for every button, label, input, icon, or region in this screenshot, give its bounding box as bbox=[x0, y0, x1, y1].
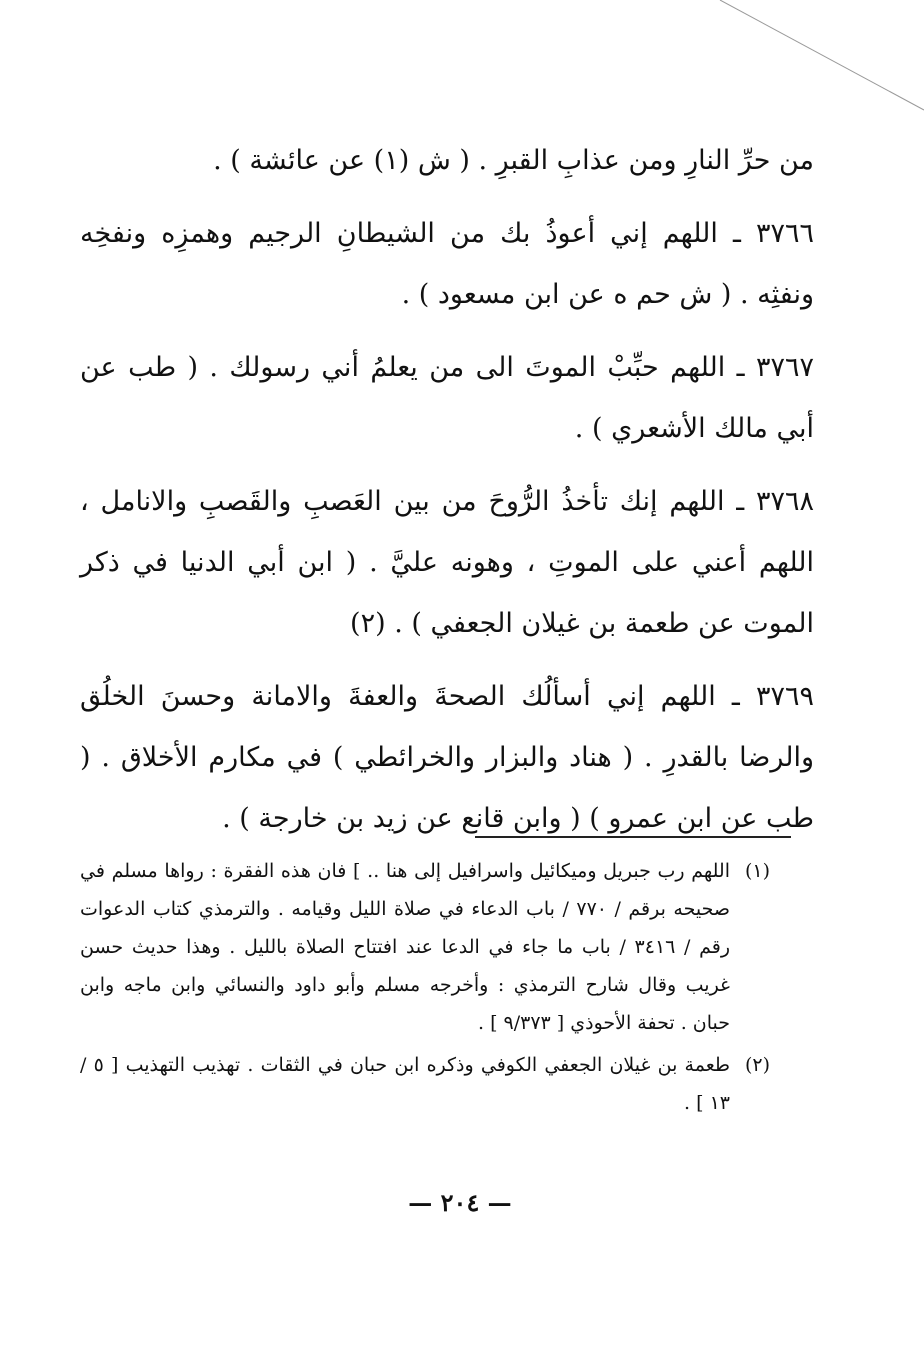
footnote-number: (١) bbox=[744, 860, 770, 882]
footnotes bbox=[80, 852, 770, 1126]
hadith-3769: ٣٧٦٩ ـ اللهم إني أسألُك الصحةَ والعفةَ والامانة وحسنَ الخلُق والرضا بالقدرِ . ( هناد والبزار والخرائطي ) في مكارم الأخلاق . ( طب عن ابن عمرو ) ( وابن قانع عن زيد بن خارجة ) . bbox=[80, 681, 814, 834]
hadith-3767: ٣٧٦٧ ـ اللهم حبِّبْ الموتَ الى من يعلمُ أني رسولك . ( طب عن أبي مالك الأشعري ) . bbox=[80, 352, 814, 444]
footnote-text: طعمة بن غيلان الجعفي الكوفي وذكره ابن حبان في الثقات . تهذيب التهذيب [ ٥ / ١٣ ] . bbox=[80, 1054, 730, 1114]
hadith-3766: ٣٧٦٦ ـ اللهم إني أعوذُ بك من الشيطانِ الرجيم وهمزِه ونفخِه ونفثِه . ( ش حم ه عن ابن مسعود ) . bbox=[80, 218, 814, 310]
footnote-2 bbox=[80, 1046, 770, 1122]
footnote-1 bbox=[80, 852, 770, 1042]
paragraph-continuation: من حرِّ النارِ ومن عذابِ القبرِ . ( ش (١) عن عائشة ) . bbox=[213, 145, 814, 176]
scan-edge-line bbox=[0, 0, 924, 140]
footnote-separator bbox=[475, 836, 791, 838]
footnote-number: (٢) bbox=[744, 1054, 770, 1076]
hadith-3768: ٣٧٦٨ ـ اللهم إنك تأخذُ الرُّوحَ من بين العَصبِ والقَصبِ والانامل ، اللهم أعني على الموتِ ، وهونه عليَّ . ( ابن أبي الدنيا في ذكر الموت عن طعمة بن غيلان الجعفي ) . (٢) bbox=[80, 486, 814, 639]
page-number: — ٢٠٤ — bbox=[408, 1188, 512, 1217]
main-text bbox=[80, 130, 814, 849]
footnote-text: اللهم رب جبريل وميكائيل واسرافيل إلى هنا .. ] فان هذه الفقرة : رواها مسلم في صحيحه برقم / ٧٧٠ / باب الدعاء في صلاة الليل وقيامه . والترمذي كتاب الدعوات رقم / ٣٤١٦ / باب ما جاء في الدعا عند افتتاح الصلاة بالليل . وهذا حديث حسن غريب وقال شارح الترمذي : وأخرجه مسلم وأبو داود والنسائي وابن ماجه وابن حبان . تحفة الأحوذي [ ٩/٣٧٣ ] . bbox=[80, 860, 730, 1034]
